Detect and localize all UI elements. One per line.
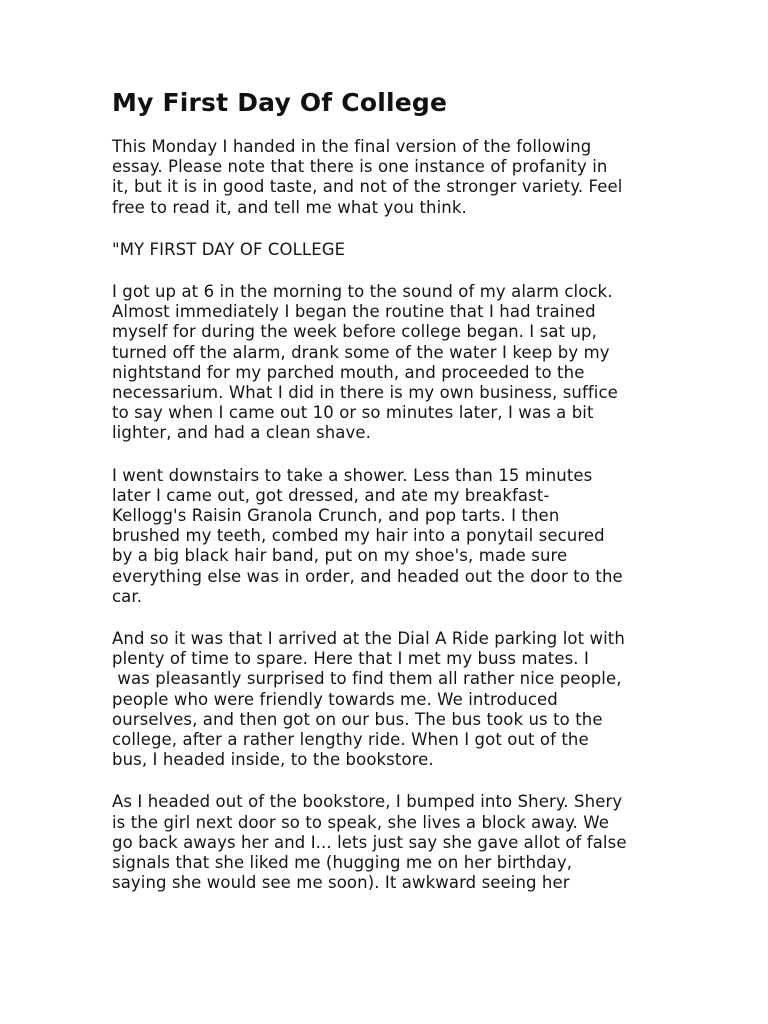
text-line: free to read it, and tell me what you think. — [112, 197, 467, 217]
text-line: nightstand for my parched mouth, and proceeded to the — [112, 362, 585, 382]
paragraph — [112, 240, 702, 260]
paragraph — [112, 792, 702, 893]
text-line: lighter, and had a clean shave. — [112, 423, 371, 443]
text-line: I went downstairs to take a shower. Less than 15 minutes — [112, 465, 593, 485]
text-line: turned off the alarm, drank some of the water I keep by my — [112, 342, 610, 362]
essay-title: My First Day Of College — [112, 88, 448, 117]
text-line: people who were friendly towards me. We introduced — [112, 689, 558, 709]
text-line: "MY FIRST DAY OF COLLEGE — [112, 239, 346, 259]
text-line: I got up at 6 in the morning to the sound of my alarm clock. — [112, 282, 613, 302]
text-line: saying she would see me soon). It awkward seeing her — [112, 873, 570, 893]
text-line: go back aways her and I... lets just say she gave allot of false — [112, 832, 627, 852]
text-line: This Monday I handed in the final version of the following — [112, 137, 592, 156]
text-line: bus, I headed inside, to the bookstore. — [112, 750, 434, 770]
text-line: myself for during the week before college began. I sat up, — [112, 322, 597, 342]
text-line: car. — [112, 586, 143, 606]
text-line: plenty of time to spare. Here that I met my buss mates. I — [112, 649, 589, 669]
text-line: by a big black hair band, put on my shoe's, made sure — [112, 546, 568, 566]
text-line: ourselves, and then got on our bus. The bus took us to the — [112, 709, 603, 729]
paragraph — [112, 282, 702, 444]
text-line: everything else was in order, and headed out the door to the — [112, 566, 623, 586]
text-line: essay. Please note that there is one instance of profanity in — [112, 157, 608, 177]
text-line: to say when I came out 10 or so minutes later, I was a bit — [112, 403, 594, 423]
text-line: And so it was that I arrived at the Dial A Ride parking lot with — [112, 629, 625, 649]
text-line: Almost immediately I began the routine that I had trained — [112, 302, 596, 322]
essay-body — [112, 137, 702, 894]
text-line: necessarium. What I did in there is my own business, suffice — [112, 383, 618, 403]
text-line: brushed my teeth, combed my hair into a ponytail secured — [112, 526, 605, 546]
text-line: college, after a rather lengthy ride. When I got out of the — [112, 730, 589, 750]
text-line: Kellogg's Raisin Granola Crunch, and pop tarts. I then — [112, 506, 560, 526]
text-line: later I came out, got dressed, and ate my breakfast- — [112, 485, 550, 505]
text-line: As I headed out of the bookstore, I bumped into Shery. Shery — [112, 792, 623, 812]
text-line: it, but it is in good taste, and not of the stronger variety. Feel — [112, 177, 623, 197]
essay-content — [112, 88, 702, 916]
text-line: signals that she liked me (hugging me on her birthday, — [112, 853, 573, 873]
paragraph — [112, 466, 702, 607]
paragraph — [112, 629, 702, 770]
paragraph — [112, 137, 702, 218]
text-line: is the girl next door so to speak, she lives a block away. We — [112, 812, 610, 832]
text-line: was pleasantly surprised to find them all rather nice people, — [112, 669, 622, 689]
